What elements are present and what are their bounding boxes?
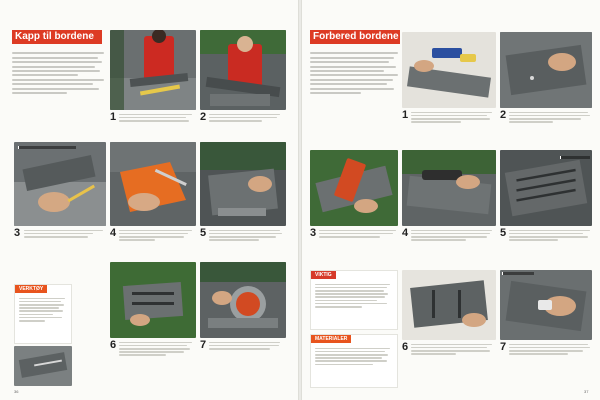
step-2-caption — [209, 112, 285, 132]
page-title: Kapp til bordene — [15, 31, 94, 42]
left-page — [0, 0, 298, 400]
photo-callout — [18, 146, 76, 149]
step-3-number: 3 — [14, 227, 21, 239]
step-2-caption — [509, 110, 593, 134]
important-box-body — [315, 282, 393, 309]
step-6-caption — [119, 340, 195, 370]
step-2-number: 2 — [200, 111, 207, 123]
step-7-photo — [500, 270, 592, 340]
step-5-number: 5 — [200, 227, 207, 239]
page-number: 37 — [584, 389, 589, 394]
step-4-caption — [411, 228, 495, 252]
step-4-photo — [402, 150, 496, 226]
step-7-caption — [509, 342, 593, 372]
tools-photo — [14, 346, 72, 386]
page-number: 36 — [14, 389, 19, 394]
step-7-number: 7 — [200, 339, 207, 351]
step-4-number: 4 — [402, 227, 409, 239]
materials-box — [310, 334, 398, 388]
step-5-caption — [209, 228, 285, 250]
step-5-photo — [500, 150, 592, 226]
step-6-photo — [110, 262, 196, 338]
step-1-caption — [119, 112, 195, 132]
step-5-number: 5 — [500, 227, 507, 239]
step-3-caption — [24, 228, 106, 250]
page-title: Forbered bordene — [313, 31, 399, 42]
step-3-photo — [310, 150, 398, 226]
step-6-caption — [411, 342, 495, 372]
tools-box — [14, 284, 72, 344]
important-box — [310, 270, 398, 330]
intro-text — [310, 50, 398, 116]
tools-box-heading: VERKTØY — [15, 285, 47, 293]
step-1-photo — [110, 30, 196, 110]
materials-box-heading: MATERIALER — [311, 335, 351, 343]
step-1-number: 1 — [402, 109, 409, 121]
step-5-caption — [509, 228, 593, 252]
step-7-photo — [200, 262, 286, 338]
step-4-photo — [110, 142, 196, 226]
step-1-photo — [402, 32, 496, 108]
step-6-number: 6 — [402, 341, 409, 353]
step-3-caption — [319, 228, 399, 252]
step-2-photo — [200, 30, 286, 110]
step-2-photo — [500, 32, 592, 108]
important-box-heading: VIKTIG — [311, 271, 336, 279]
photo-callout — [502, 272, 534, 275]
step-7-number: 7 — [500, 341, 507, 353]
photo-callout — [560, 156, 590, 159]
step-4-number: 4 — [110, 227, 117, 239]
step-6-number: 6 — [110, 339, 117, 351]
step-1-caption — [411, 110, 495, 134]
materials-box-body — [315, 346, 393, 367]
step-3-number: 3 — [310, 227, 317, 239]
step-5-photo — [200, 142, 286, 226]
step-6-photo — [402, 270, 496, 340]
step-4-caption — [119, 228, 195, 250]
intro-text — [12, 50, 104, 114]
step-7-caption — [209, 340, 285, 370]
step-3-photo — [14, 142, 106, 226]
step-2-number: 2 — [500, 109, 507, 121]
step-1-number: 1 — [110, 111, 117, 123]
tools-box-body — [19, 296, 67, 323]
right-page — [302, 0, 600, 400]
